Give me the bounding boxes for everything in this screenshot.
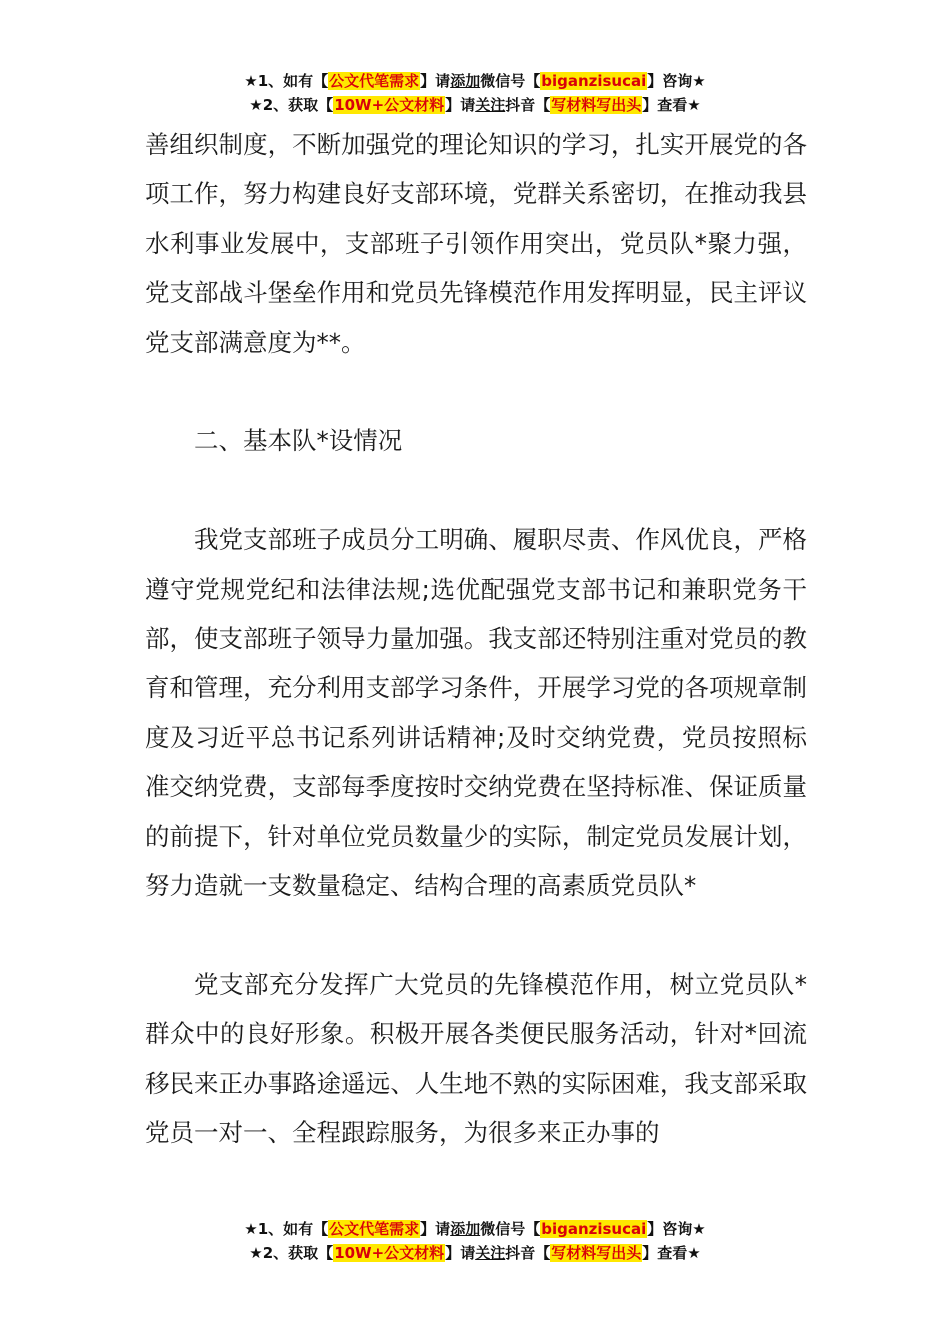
banner-underline-text: 关注 — [475, 1244, 506, 1262]
banner-text: 抖音【 — [505, 96, 551, 114]
paragraph-3: 党支部充分发挥广大党员的先锋模范作用，树立党员队*群众中的良好形象。积极开展各类便民服务活动，针对*回流移民来正办事路途遥远、人生地不熟的实际困难，我支部采取党员一对一、全程跟踪服务，为很多来正办事的 — [145, 969, 807, 1148]
banner-underline-text: 添加 — [450, 72, 481, 90]
banner-highlight: biganzisucai — [541, 72, 647, 90]
banner-underline-text: 关注 — [475, 96, 506, 114]
banner-text: ★2、获取【 — [249, 96, 334, 114]
banner-text: 抖音【 — [505, 1244, 551, 1262]
banner-line-1 — [0, 69, 950, 93]
banner-line-1 — [0, 1217, 950, 1241]
banner-highlight: 写材料写出头 — [551, 96, 642, 114]
banner-text: ★1、如有【 — [244, 72, 329, 90]
banner-text: ★1、如有【 — [244, 1220, 329, 1238]
paragraph-gap — [145, 466, 807, 515]
banner-underline-text: 添加 — [450, 1220, 481, 1238]
banner-text: 微信号【 — [480, 1220, 541, 1238]
banner-text: 】请 — [420, 72, 451, 90]
banner-text: 】请 — [420, 1220, 451, 1238]
banner-highlight: biganzisucai — [541, 1220, 647, 1238]
section-heading: 二、基本队*设情况 — [194, 426, 403, 456]
banner-line-2 — [0, 1241, 950, 1265]
banner-highlight: 10W+公文材料 — [334, 1244, 445, 1262]
banner-text: 】咨询★ — [647, 1220, 706, 1238]
banner-highlight: 公文代笔需求 — [329, 1220, 420, 1238]
header-banner — [0, 69, 950, 117]
banner-highlight: 10W+公文材料 — [334, 96, 445, 114]
footer-banner — [0, 1217, 950, 1265]
banner-text: 微信号【 — [480, 72, 541, 90]
document-body — [145, 120, 807, 1157]
banner-text: 】查看★ — [642, 1244, 701, 1262]
paragraph-1: 善组织制度，不断加强党的理论知识的学习，扎实开展党的各项工作，努力构建良好支部环境，党群关系密切，在推动我县水利事业发展中，支部班子引领作用突出，党员队*聚力强，党支部战斗堡垒作用和党员先锋模范作用发挥明显，民主评议党支部满意度为**。 — [145, 130, 807, 357]
paragraph-gap — [145, 367, 807, 416]
banner-highlight: 写材料写出头 — [551, 1244, 642, 1262]
banner-text: 】请 — [445, 96, 476, 114]
banner-line-2 — [0, 93, 950, 117]
banner-text: 】请 — [445, 1244, 476, 1262]
banner-highlight: 公文代笔需求 — [329, 72, 420, 90]
banner-text: ★2、获取【 — [249, 1244, 334, 1262]
banner-text: 】查看★ — [642, 96, 701, 114]
banner-text: 】咨询★ — [647, 72, 706, 90]
paragraph-gap — [145, 910, 807, 959]
paragraph-2: 我党支部班子成员分工明确、履职尽责、作风优良，严格遵守党规党纪和法律法规;选优配强党支部书记和兼职党务干部，使支部班子领导力量加强。我支部还特别注重对党员的教育和管理，充分利用支部学习条件，开展学习党的各项规章制度及习近平总书记系列讲话精神;及时交纳党费，党员按照标准交纳党费，支部每季度按时交纳党费在坚持标准、保证质量的前提下，针对单位党员数量少的实际，制定党员发展计划，努力造就一支数量稳定、结构合理的高素质党员队* — [145, 525, 807, 901]
